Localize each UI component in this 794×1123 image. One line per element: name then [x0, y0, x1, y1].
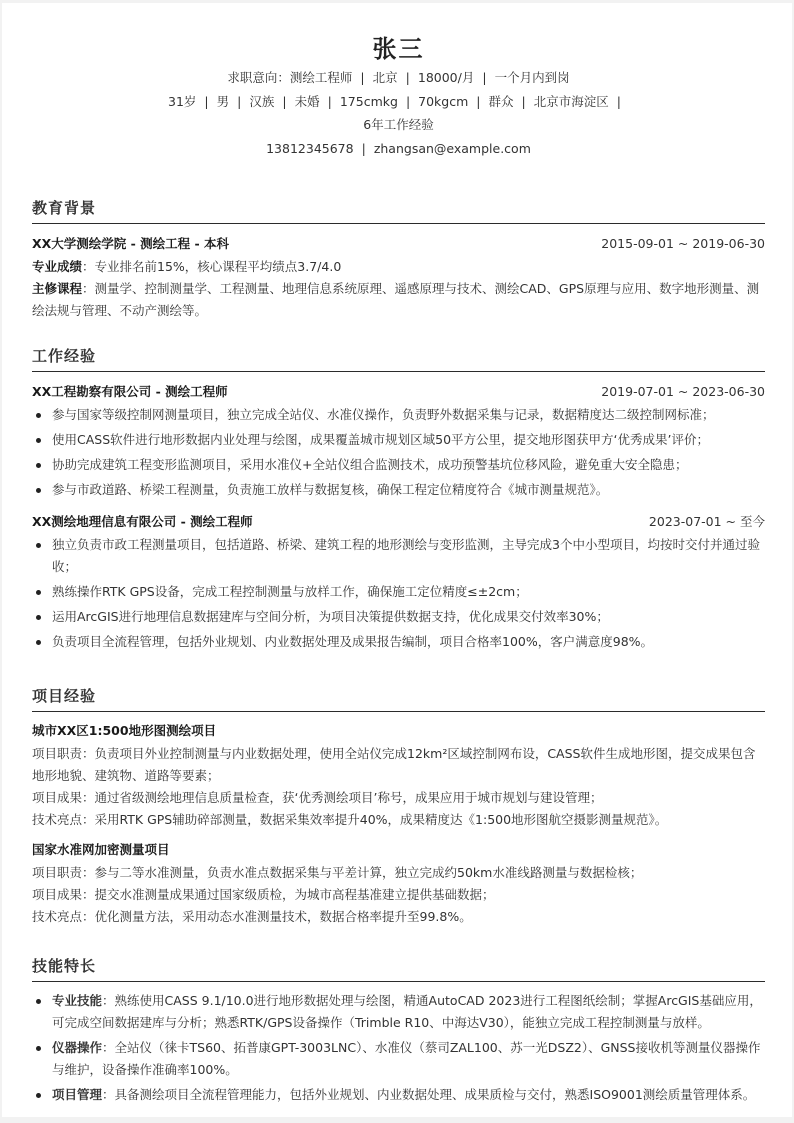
section-title-education: 教育背景	[32, 195, 765, 224]
job-bullets	[32, 404, 765, 501]
job-intent-line	[32, 66, 765, 90]
list-item: 独立负责市政工程测量项目，包括道路、桥梁、建筑工程的地形测绘与变形监测，主导完成3个中小型项目，均按时交付并通过验收；	[32, 534, 765, 578]
section-title-projects: 项目经验	[32, 683, 765, 712]
school-degree: XX大学测绘学院 - 测绘工程 - 本科	[32, 236, 230, 251]
project-line: 项目成果：提交水准测量成果通过国家级质检，为城市高程基准建立提供基础数据；	[32, 887, 495, 902]
candidate-name: 张三	[372, 35, 425, 63]
separator: |	[361, 140, 366, 156]
job-date: 2019-07-01 ~ 2023-06-30	[601, 384, 765, 399]
weight: 70kgcm	[418, 93, 469, 109]
education-courses: 主修课程：测量学、控制测量学、工程测量、地理信息系统原理、遥感原理与技术、测绘CAD、GPS原理与应用、数字地形测量、测绘法规与管理、不动产测绘等。	[32, 281, 760, 318]
score-label: 专业成绩	[32, 259, 83, 274]
job-row	[32, 509, 765, 534]
education-section	[32, 195, 765, 322]
separator: |	[521, 93, 526, 109]
job-date: 2023-07-01 ~ 至今	[648, 514, 765, 529]
separator: |	[237, 93, 242, 109]
skills-section	[32, 953, 765, 1109]
separator: |	[482, 70, 487, 85]
height: 175cmkg	[339, 93, 398, 109]
skill-item: 专业技能：熟练使用CASS 9.1/10.0进行地形数据处理与绘图，精通AutoCAD 2023进行工程图纸绘制；掌握ArcGIS基础应用，可完成空间数据建库与分析；熟悉RTK/GPS设备操作（Trimble R10、中海达V30），能独立完成工程控制测量与放样。	[32, 990, 765, 1034]
gender: 男	[216, 93, 230, 109]
job-title: XX测绘地理信息有限公司 - 测绘工程师	[32, 514, 253, 529]
list-item: 协助完成建筑工程变形监测项目，采用水准仪+全站仪组合监测技术，成功预警基坑位移风险，避免重大安全隐患；	[32, 454, 765, 476]
education-row	[32, 231, 765, 256]
projects-section	[32, 683, 765, 928]
skill-label: 项目管理	[52, 1087, 103, 1102]
list-item: 负责项目全流程管理，包括外业规划、内业数据处理及成果报告编制，项目合格率100%，客户满意度98%。	[32, 631, 765, 653]
political-status: 群众	[488, 93, 514, 109]
phone: 13812345678	[266, 140, 354, 156]
separator: |	[204, 93, 209, 109]
availability: 一个月内到岗	[494, 70, 570, 85]
job-title: XX工程勘察有限公司 - 测绘工程师	[32, 384, 228, 399]
resume-header	[32, 32, 765, 160]
marital-status: 未婚	[294, 93, 320, 109]
separator: |	[327, 93, 332, 109]
personal-info-line	[32, 90, 765, 114]
skill-item: 项目管理：具备测绘项目全流程管理能力，包括外业规划、内业数据处理、成果质检与交付，熟悉ISO9001测绘质量管理体系。	[32, 1084, 765, 1106]
project-title: 国家水准网加密测量项目	[32, 842, 170, 857]
courses-label: 主修课程	[32, 281, 83, 296]
list-item: 熟练操作RTK GPS设备，完成工程控制测量与放样工作，确保施工定位精度≤±2cm；	[32, 581, 765, 603]
project-line: 项目职责：负责项目外业控制测量与内业数据处理，使用全站仪完成12km²区域控制网布设，CASS软件生成地形图，提交成果包含地形地貌、建筑物、道路等要素；	[32, 746, 756, 783]
separator: |	[405, 93, 411, 109]
address: 北京市海淀区	[533, 93, 609, 109]
section-title-skills: 技能特长	[32, 953, 765, 982]
resume-page	[2, 3, 792, 1117]
ethnicity: 汉族	[249, 93, 275, 109]
list-item: 参与国家等级控制网测量项目，独立完成全站仪、水准仪操作，负责野外数据采集与记录，数据精度达二级控制网标准；	[32, 404, 765, 426]
job-intent: 求职意向：测绘工程师	[227, 70, 353, 85]
job-bullets	[32, 534, 765, 653]
separator: |	[360, 70, 365, 85]
list-item: 参与市政道路、桥梁工程测量，负责施工放样与数据复核，确保工程定位精度符合《城市测量规范》。	[32, 479, 765, 501]
section-title-work: 工作经验	[32, 343, 765, 372]
separator: |	[405, 70, 410, 85]
work-section	[32, 343, 765, 656]
project-title: 城市XX区1:500地形图测绘项目	[32, 723, 217, 738]
skill-label: 专业技能	[52, 993, 103, 1008]
salary: 18000/月	[417, 70, 475, 85]
list-item: 运用ArcGIS进行地理信息数据建库与空间分析，为项目决策提供数据支持，优化成果交付效率30%；	[32, 606, 765, 628]
separator: |	[476, 93, 481, 109]
city: 北京	[372, 70, 398, 85]
skills-list	[32, 990, 765, 1106]
email[interactable]: zhangsan@example.com	[373, 140, 531, 156]
resume-content	[32, 3, 765, 1102]
job-row	[32, 379, 765, 404]
experience-years: 6年工作经验	[363, 117, 434, 132]
contact-line	[32, 137, 765, 161]
skill-item: 仪器操作：全站仪（徕卡TS60、拓普康GPT-3003LNC）、水准仪（蔡司ZAL100、苏一光DSZ2）、GNSS接收机等测量仪器操作与维护，设备操作准确率100%。	[32, 1037, 765, 1081]
separator: |	[616, 93, 621, 109]
education-score: 专业成绩：专业排名前15%，核心课程平均绩点3.7/4.0	[32, 259, 342, 274]
separator: |	[282, 93, 287, 109]
project-line: 项目成果：通过省级测绘地理信息质量检查，获‘优秀测绘项目’称号，成果应用于城市规划与建设管理；	[32, 790, 603, 805]
education-date: 2015-09-01 ~ 2019-06-30	[601, 236, 765, 251]
age: 31岁	[168, 93, 197, 109]
project-line: 技术亮点：优化测量方法，采用动态水准测量技术，数据合格率提升至99.8%。	[32, 909, 472, 924]
project-line: 技术亮点：采用RTK GPS辅助碎部测量，数据采集效率提升40%，成果精度达《1:500地形图航空摄影测量规范》。	[32, 812, 668, 827]
skill-label: 仪器操作	[52, 1040, 103, 1055]
project-line: 项目职责：参与二等水准测量，负责水准点数据采集与平差计算，独立完成约50km水准线路测量与数据检核；	[32, 865, 643, 880]
list-item: 使用CASS软件进行地形数据内业处理与绘图，成果覆盖城市规划区域50平方公里，提交地形图获甲方‘优秀成果’评价；	[32, 429, 765, 451]
